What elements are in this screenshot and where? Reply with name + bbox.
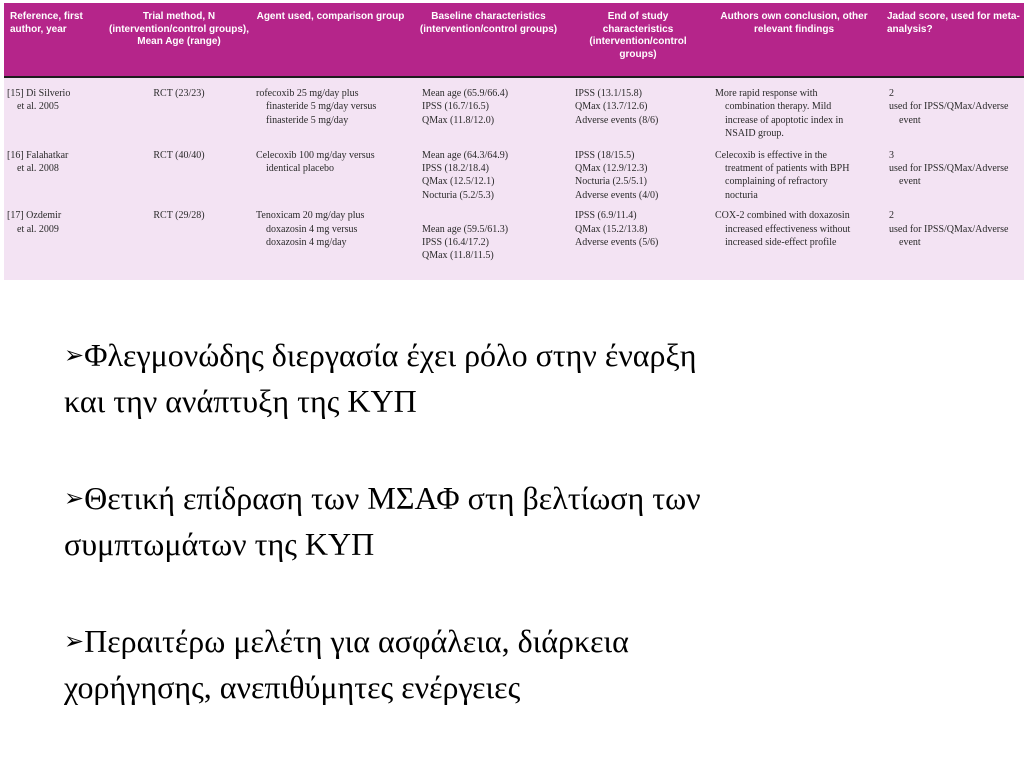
cell-jadad: 2 used for IPSS/QMax/Adverse event (889, 210, 1009, 249)
cell-reference: [17] Ozdemir et al. 2009 (7, 210, 62, 235)
bullet-text-line: Περαιτέρω μελέτη για ασφάλεια, διάρκεια (84, 623, 629, 659)
bullet-item (64, 619, 964, 710)
header-baseline: Baseline characteristics (intervention/control groups) (419, 11, 558, 35)
cell-agent: Celecoxib 100 mg/day versus identical placebo (256, 149, 375, 175)
cell-conclusion: COX-2 combined with doxazosin increased effectiveness without increased side-effect profile (715, 210, 851, 249)
cell-end: IPSS (18/15.5) QMax (12.9/12.3) Nocturia (2.5/5.1) Adverse events (4/0) (575, 149, 659, 201)
cell-agent: rofecoxib 25 mg/day plus finasteride 5 mg/day versus finasteride 5 mg/day (256, 88, 377, 126)
bullet-text-line: Φλεγμονώδης διεργασία έχει ρόλο στην έναρξη (84, 337, 697, 373)
cell-method: RCT (40/40) (153, 149, 205, 161)
cell-baseline: Mean age (65.9/66.4) IPSS (16.7/16.5) QMax (11.8/12.0) (422, 88, 509, 126)
cell-conclusion: More rapid response with combination therapy. Mild increase of apoptotic index in NSAID group. (715, 88, 844, 140)
cell-agent: Tenoxicam 20 mg/day plus doxazosin 4 mg versus doxazosin 4 mg/day (256, 210, 365, 249)
cell-conclusion: Celecoxib is effective in the treatment of patients with BPH complaining of refractory nocturia (715, 149, 850, 201)
header-conclusion: Authors own conclusion, other relevant findings (720, 11, 868, 35)
bullet-item (64, 333, 964, 424)
header-trial-method: Trial method, N (intervention/control groups), Mean Age (range) (109, 11, 249, 47)
arrow-bullet-icon: ➢ (64, 343, 85, 369)
cell-method: RCT (29/28) (153, 210, 205, 222)
cell-baseline: Mean age (59.5/61.3) IPSS (16.4/17.2) QMax (11.8/11.5) (422, 223, 509, 262)
bullet-text-line: συμπτωμάτων της ΚΥΠ (64, 526, 375, 562)
header-jadad: Jadad score, used for meta-analysis? (887, 11, 1020, 35)
cell-end: IPSS (13.1/15.8) QMax (13.7/12.6) Adverse events (8/6) (575, 88, 659, 126)
bullet-text-line: Θετική επίδραση των ΜΣΑΦ στη βελτίωση των (84, 480, 701, 516)
cell-jadad: 2 used for IPSS/QMax/Adverse event (889, 88, 1009, 126)
cell-reference: [16] Falahatkar et al. 2008 (7, 149, 69, 175)
table-header-row (4, 3, 1024, 76)
study-table (4, 3, 1024, 269)
arrow-bullet-icon: ➢ (64, 486, 85, 512)
header-end-of-study: End of study characteristics (intervention/control groups) (589, 11, 687, 60)
bullet-text-line: και την ανάπτυξη της ΚΥΠ (64, 383, 417, 419)
cell-jadad: 3 used for IPSS/QMax/Adverse event (889, 149, 1009, 188)
bullet-text-line: χορήγησης, ανεπιθύμητες ενέργειες (64, 669, 521, 705)
bullet-item (64, 476, 964, 567)
arrow-bullet-icon: ➢ (64, 629, 85, 655)
header-reference: Reference, first author, year (10, 11, 83, 35)
cell-end: IPSS (6.9/11.4) QMax (15.2/13.8) Adverse events (5/6) (575, 210, 659, 249)
cell-method: RCT (23/23) (153, 88, 205, 99)
table-row (4, 78, 1024, 141)
study-table-image (4, 3, 1024, 280)
cell-reference: [15] Di Silverio et al. 2005 (7, 88, 71, 113)
header-agent: Agent used, comparison group (256, 11, 405, 22)
bullet-list (64, 333, 964, 762)
table-row (4, 141, 1024, 203)
cell-baseline: Mean age (64.3/64.9) IPSS (18.2/18.4) QMax (12.5/12.1) Nocturia (5.2/5.3) (422, 149, 509, 201)
table-row (4, 202, 1024, 269)
